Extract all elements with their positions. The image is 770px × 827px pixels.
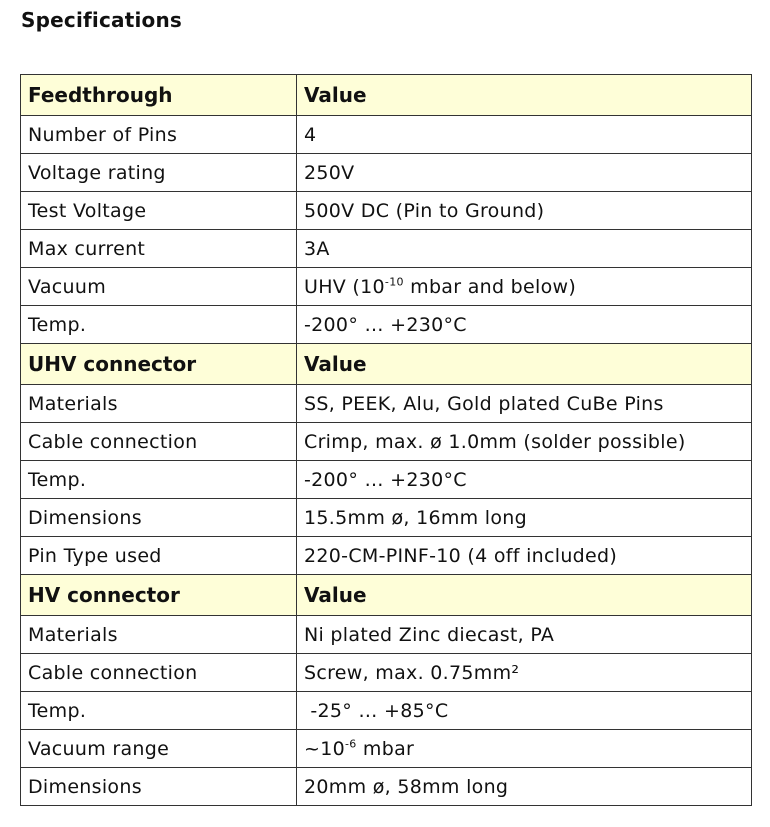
spec-label: Cable connection — [21, 654, 297, 692]
table-row — [21, 385, 752, 423]
table-row — [21, 461, 752, 499]
spec-label: Temp. — [21, 692, 297, 730]
table-row — [21, 306, 752, 344]
section-header-hv-connector — [21, 575, 752, 616]
table-row — [21, 230, 752, 268]
table-row — [21, 154, 752, 192]
spec-value: 220-CM-PINF-10 (4 off included) — [297, 537, 752, 575]
spec-label: Dimensions — [21, 768, 297, 806]
spec-value: -200° … +230°C — [297, 461, 752, 499]
table-row — [21, 616, 752, 654]
spec-value: Screw, max. 0.75mm² — [297, 654, 752, 692]
value-exponent: -10 — [384, 275, 404, 289]
value-text: mbar and below) — [403, 275, 577, 298]
header-label: UHV connector — [21, 344, 297, 385]
spec-value: -25° … +85°C — [297, 692, 752, 730]
spec-label: Dimensions — [21, 499, 297, 537]
table-row — [21, 192, 752, 230]
spec-label: Pin Type used — [21, 537, 297, 575]
table-row — [21, 768, 752, 806]
spec-value: Crimp, max. ø 1.0mm (solder possible) — [297, 423, 752, 461]
spec-label: Materials — [21, 616, 297, 654]
spec-value: -200° … +230°C — [297, 306, 752, 344]
specifications-table — [20, 74, 752, 806]
spec-value: 3A — [297, 230, 752, 268]
header-value: Value — [297, 75, 752, 116]
table-row — [21, 537, 752, 575]
table-row — [21, 268, 752, 306]
header-value: Value — [297, 575, 752, 616]
section-header-feedthrough — [21, 75, 752, 116]
header-label: HV connector — [21, 575, 297, 616]
table-row — [21, 730, 752, 768]
table-row — [21, 692, 752, 730]
spec-value: 15.5mm ø, 16mm long — [297, 499, 752, 537]
spec-label: Test Voltage — [21, 192, 297, 230]
spec-label: Max current — [21, 230, 297, 268]
spec-label: Temp. — [21, 306, 297, 344]
table-row — [21, 654, 752, 692]
table-row — [21, 116, 752, 154]
header-value: Value — [297, 344, 752, 385]
spec-value: 4 — [297, 116, 752, 154]
spec-value: Ni plated Zinc diecast, PA — [297, 616, 752, 654]
spec-label: Vacuum — [21, 268, 297, 306]
spec-value: 20mm ø, 58mm long — [297, 768, 752, 806]
spec-value: 500V DC (Pin to Ground) — [297, 192, 752, 230]
table-row — [21, 423, 752, 461]
table-row — [21, 499, 752, 537]
spec-value: SS, PEEK, Alu, Gold plated CuBe Pins — [297, 385, 752, 423]
spec-label: Voltage rating — [21, 154, 297, 192]
header-label: Feedthrough — [21, 75, 297, 116]
spec-label: Materials — [21, 385, 297, 423]
value-text: mbar — [356, 737, 415, 760]
value-text: ~10 — [304, 737, 345, 760]
spec-label: Cable connection — [21, 423, 297, 461]
spec-label: Vacuum range — [21, 730, 297, 768]
spec-value — [297, 730, 752, 768]
spec-label: Number of Pins — [21, 116, 297, 154]
spec-label: Temp. — [21, 461, 297, 499]
page-title: Specifications — [21, 8, 183, 32]
section-header-uhv-connector — [21, 344, 752, 385]
value-text: UHV (10 — [304, 275, 385, 298]
spec-value: 250V — [297, 154, 752, 192]
spec-value — [297, 268, 752, 306]
value-exponent: -6 — [345, 737, 357, 751]
